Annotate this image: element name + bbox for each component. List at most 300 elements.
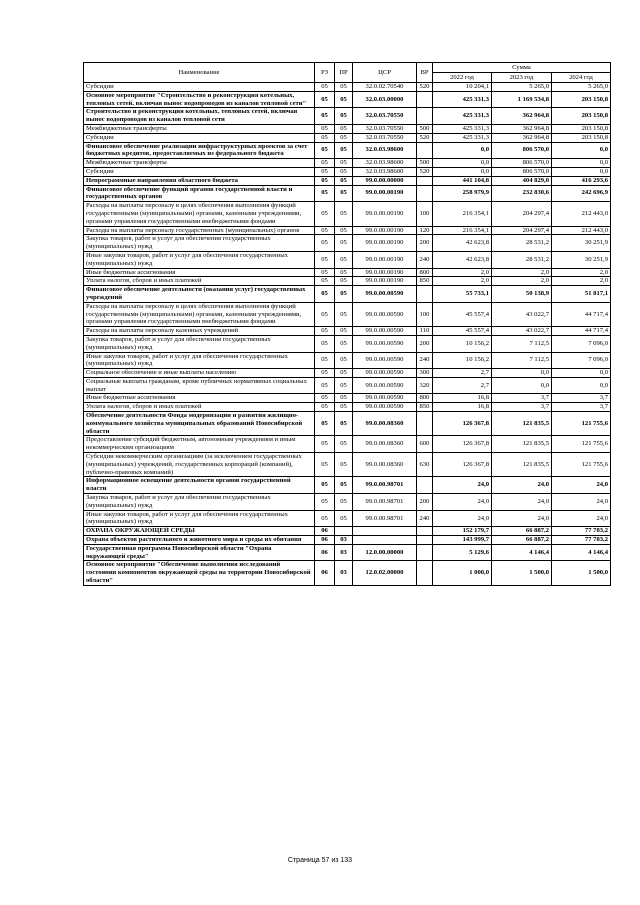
table-row <box>84 436 611 453</box>
row-sum-2023: 50 138,9 <box>492 286 552 303</box>
row-sum-2023: 66 887,2 <box>492 536 552 545</box>
row-rz: 05 <box>315 286 335 303</box>
table-row <box>84 167 611 176</box>
row-name: Охрана объектов растительного и животного мира и среды их обитания <box>84 536 315 545</box>
row-pr: 05 <box>335 286 353 303</box>
row-rz: 05 <box>315 412 335 436</box>
row-csr: 32.0.03.98600 <box>353 167 417 176</box>
row-sum-2024: 3,7 <box>552 403 611 412</box>
row-name: Расходы на выплаты персоналу государственных (муниципальных) органов <box>84 226 315 235</box>
header-vr: ВР <box>417 63 433 83</box>
row-vr <box>417 176 433 185</box>
row-sum-2022: 441 104,8 <box>433 176 492 185</box>
row-sum-2023: 24,0 <box>492 494 552 511</box>
row-rz: 05 <box>315 352 335 369</box>
row-vr: 300 <box>417 369 433 378</box>
row-vr: 850 <box>417 277 433 286</box>
row-name: Строительство и реконструкция котельных, тепловых сетей, включая вынос водопроводов из каналов тепловой сети <box>84 108 315 125</box>
table-row <box>84 235 611 252</box>
row-rz: 05 <box>315 403 335 412</box>
row-sum-2022: 24,0 <box>433 477 492 494</box>
header-rz: РЗ <box>315 63 335 83</box>
row-name: Непрограммные направления областного бюджета <box>84 176 315 185</box>
row-sum-2024: 24,0 <box>552 510 611 527</box>
row-rz: 05 <box>315 394 335 403</box>
row-name: Обеспечение деятельности Фонда модернизации и развития жилищно-коммунального хозяйства муниципальных образований Новосибирской области <box>84 412 315 436</box>
row-sum-2023: 121 835,5 <box>492 453 552 477</box>
row-sum-2023: 4 146,4 <box>492 544 552 561</box>
table-row <box>84 142 611 159</box>
row-sum-2023: 404 829,0 <box>492 176 552 185</box>
row-csr: 99.0.00.00590 <box>353 302 417 326</box>
row-name: Иные закупки товаров, работ и услуг для обеспечения государственных (муниципальных) нужд <box>84 251 315 268</box>
row-csr: 99.0.00.00190 <box>353 251 417 268</box>
header-name: Наименование <box>84 63 315 83</box>
row-rz: 06 <box>315 527 335 536</box>
row-pr: 03 <box>335 536 353 545</box>
row-rz: 05 <box>315 335 335 352</box>
row-sum-2023: 43 022,7 <box>492 327 552 336</box>
header-year-2024: 2024 год <box>552 73 611 83</box>
row-sum-2024: 77 783,2 <box>552 527 611 536</box>
header-sum: Сумма <box>433 63 611 73</box>
table-row <box>84 536 611 545</box>
row-name: Субсидии <box>84 133 315 142</box>
row-rz: 05 <box>315 268 335 277</box>
row-rz: 05 <box>315 302 335 326</box>
row-csr: 32.0.03.70550 <box>353 108 417 125</box>
table-row <box>84 527 611 536</box>
row-pr: 05 <box>335 226 353 235</box>
row-pr: 05 <box>335 494 353 511</box>
row-sum-2022: 16,8 <box>433 403 492 412</box>
header-csr: ЦСР <box>353 63 417 83</box>
row-sum-2022: 152 179,7 <box>433 527 492 536</box>
row-name: Закупка товаров, работ и услуг для обеспечения государственных (муниципальных) нужд <box>84 494 315 511</box>
row-sum-2022: 2,0 <box>433 277 492 286</box>
row-vr: 520 <box>417 167 433 176</box>
row-vr <box>417 477 433 494</box>
row-name: ОХРАНА ОКРУЖАЮЩЕЙ СРЕДЫ <box>84 527 315 536</box>
row-sum-2022: 45 557,4 <box>433 327 492 336</box>
row-pr: 05 <box>335 159 353 168</box>
row-pr: 05 <box>335 108 353 125</box>
row-name: Социальное обеспечение и иные выплаты населению <box>84 369 315 378</box>
row-sum-2022: 143 999,7 <box>433 536 492 545</box>
row-sum-2024: 212 443,0 <box>552 226 611 235</box>
row-sum-2024: 242 696,9 <box>552 185 611 202</box>
row-sum-2024: 0,0 <box>552 369 611 378</box>
row-vr: 120 <box>417 226 433 235</box>
row-csr: 99.0.00.00190 <box>353 185 417 202</box>
row-sum-2024: 416 293,6 <box>552 176 611 185</box>
row-csr: 99.0.00.00590 <box>353 327 417 336</box>
row-sum-2024: 7 096,0 <box>552 335 611 352</box>
row-sum-2022: 24,0 <box>433 494 492 511</box>
row-sum-2024: 30 251,9 <box>552 235 611 252</box>
row-sum-2022: 216 354,1 <box>433 202 492 226</box>
table-row <box>84 159 611 168</box>
row-pr: 03 <box>335 561 353 585</box>
row-name: Субсидии <box>84 83 315 92</box>
row-sum-2022: 1 000,0 <box>433 561 492 585</box>
row-csr: 99.0.00.08360 <box>353 436 417 453</box>
row-rz: 05 <box>315 83 335 92</box>
row-vr <box>417 185 433 202</box>
row-vr: 600 <box>417 436 433 453</box>
row-sum-2023: 24,0 <box>492 477 552 494</box>
row-pr: 05 <box>335 251 353 268</box>
row-sum-2024: 5 265,0 <box>552 83 611 92</box>
row-name: Субсидии <box>84 167 315 176</box>
row-rz: 06 <box>315 561 335 585</box>
row-rz: 05 <box>315 133 335 142</box>
row-name: Межбюджетные трансферты <box>84 124 315 133</box>
row-sum-2023: 24,0 <box>492 510 552 527</box>
row-sum-2024: 51 817,1 <box>552 286 611 303</box>
row-pr: 05 <box>335 124 353 133</box>
row-vr: 100 <box>417 202 433 226</box>
row-sum-2022: 425 331,3 <box>433 91 492 108</box>
row-sum-2024: 121 755,6 <box>552 412 611 436</box>
table-row <box>84 544 611 561</box>
row-sum-2024: 121 755,6 <box>552 436 611 453</box>
row-rz: 05 <box>315 494 335 511</box>
row-sum-2023: 5 265,0 <box>492 83 552 92</box>
row-pr: 05 <box>335 477 353 494</box>
row-sum-2022: 126 367,8 <box>433 453 492 477</box>
row-sum-2023: 1 500,0 <box>492 561 552 585</box>
row-rz: 05 <box>315 167 335 176</box>
row-sum-2023: 28 531,2 <box>492 251 552 268</box>
table-row <box>84 352 611 369</box>
row-csr: 99.0.00.00000 <box>353 176 417 185</box>
row-pr: 05 <box>335 436 353 453</box>
row-sum-2023: 121 835,5 <box>492 412 552 436</box>
row-vr: 100 <box>417 302 433 326</box>
row-sum-2022: 425 331,3 <box>433 108 492 125</box>
row-sum-2023: 121 835,5 <box>492 436 552 453</box>
row-pr: 05 <box>335 133 353 142</box>
row-sum-2022: 42 623,8 <box>433 251 492 268</box>
row-name: Иные закупки товаров, работ и услуг для обеспечения государственных (муниципальных) нужд <box>84 510 315 527</box>
table-row <box>84 176 611 185</box>
row-csr: 32.0.03.98600 <box>353 142 417 159</box>
row-rz: 06 <box>315 544 335 561</box>
row-pr: 05 <box>335 268 353 277</box>
row-csr: 99.0.00.00590 <box>353 286 417 303</box>
table-row <box>84 335 611 352</box>
table-row <box>84 91 611 108</box>
row-vr: 520 <box>417 83 433 92</box>
row-name: Иные бюджетные ассигнования <box>84 268 315 277</box>
row-sum-2022: 24,0 <box>433 510 492 527</box>
table-row <box>84 124 611 133</box>
row-sum-2023: 0,0 <box>492 369 552 378</box>
row-sum-2024: 0,0 <box>552 159 611 168</box>
row-vr: 800 <box>417 394 433 403</box>
row-pr: 05 <box>335 185 353 202</box>
row-rz: 05 <box>315 327 335 336</box>
row-csr: 32.0.03.00000 <box>353 91 417 108</box>
page-number: Страница 57 из 133 <box>287 857 353 864</box>
table-row <box>84 412 611 436</box>
row-rz: 05 <box>315 124 335 133</box>
row-name: Финансовое обеспечение функций органов государственной власти и государственных органов <box>84 185 315 202</box>
row-rz: 05 <box>315 108 335 125</box>
row-sum-2022: 425 331,3 <box>433 133 492 142</box>
row-sum-2023: 806 570,0 <box>492 159 552 168</box>
row-sum-2024: 44 717,4 <box>552 302 611 326</box>
row-rz: 05 <box>315 277 335 286</box>
row-vr: 240 <box>417 251 433 268</box>
row-sum-2024: 203 150,8 <box>552 124 611 133</box>
row-sum-2024: 30 251,9 <box>552 251 611 268</box>
row-sum-2023: 7 112,5 <box>492 335 552 352</box>
row-name: Уплата налогов, сборов и иных платежей <box>84 403 315 412</box>
row-vr: 240 <box>417 352 433 369</box>
row-csr: 12.0.02.00000 <box>353 561 417 585</box>
table-row <box>84 510 611 527</box>
row-name: Предоставление субсидий бюджетным, автономным учреждениям и иным некоммерческим организациям <box>84 436 315 453</box>
row-sum-2022: 126 367,8 <box>433 436 492 453</box>
row-pr: 05 <box>335 91 353 108</box>
row-vr <box>417 536 433 545</box>
row-vr <box>417 561 433 585</box>
row-name: Расходы на выплаты персоналу казенных учреждений <box>84 327 315 336</box>
row-sum-2022: 0,0 <box>433 167 492 176</box>
row-pr: 05 <box>335 394 353 403</box>
row-name: Иные бюджетные ассигнования <box>84 394 315 403</box>
row-sum-2022: 126 367,8 <box>433 412 492 436</box>
row-rz: 05 <box>315 159 335 168</box>
row-pr: 05 <box>335 302 353 326</box>
row-name: Основное мероприятие "Обеспечение выполнения исследований состояния компонентов окружающей среды на территории Новосибирской области" <box>84 561 315 585</box>
row-sum-2024: 212 443,0 <box>552 202 611 226</box>
row-sum-2024: 3,7 <box>552 394 611 403</box>
row-name: Субсидии некоммерческим организациям (за исключением государственных (муниципальных) учреждений, государственных корпораций (компаний), публично-правовых компаний) <box>84 453 315 477</box>
row-sum-2022: 16,8 <box>433 394 492 403</box>
row-pr: 03 <box>335 544 353 561</box>
row-csr: 99.0.00.00590 <box>353 369 417 378</box>
row-name: Финансовое обеспечение деятельности (оказания услуг) государственных учреждений <box>84 286 315 303</box>
row-sum-2023: 28 531,2 <box>492 235 552 252</box>
row-sum-2022: 10 204,1 <box>433 83 492 92</box>
row-sum-2024: 203 150,8 <box>552 91 611 108</box>
row-csr: 99.0.00.98701 <box>353 510 417 527</box>
row-rz: 06 <box>315 536 335 545</box>
row-vr <box>417 286 433 303</box>
row-pr: 05 <box>335 277 353 286</box>
row-sum-2023: 204 297,4 <box>492 226 552 235</box>
row-sum-2023: 43 022,7 <box>492 302 552 326</box>
row-vr: 320 <box>417 377 433 394</box>
row-sum-2023: 7 112,5 <box>492 352 552 369</box>
row-csr: 99.0.00.98701 <box>353 494 417 511</box>
row-vr: 240 <box>417 510 433 527</box>
row-vr: 500 <box>417 159 433 168</box>
row-sum-2024: 24,0 <box>552 494 611 511</box>
row-sum-2022: 10 156,2 <box>433 352 492 369</box>
row-sum-2022: 0,0 <box>433 142 492 159</box>
row-vr: 800 <box>417 268 433 277</box>
row-sum-2024: 24,0 <box>552 477 611 494</box>
header-year-2022: 2022 год <box>433 73 492 83</box>
budget-table <box>83 62 611 586</box>
table-row <box>84 185 611 202</box>
row-vr: 630 <box>417 453 433 477</box>
row-sum-2022: 55 733,1 <box>433 286 492 303</box>
table-row <box>84 251 611 268</box>
row-name: Межбюджетные трансферты <box>84 159 315 168</box>
table-row <box>84 277 611 286</box>
row-csr: 99.0.00.08360 <box>353 453 417 477</box>
row-vr: 850 <box>417 403 433 412</box>
row-vr <box>417 142 433 159</box>
row-rz: 05 <box>315 142 335 159</box>
row-name: Уплата налогов, сборов и иных платежей <box>84 277 315 286</box>
row-sum-2023: 806 570,0 <box>492 142 552 159</box>
row-rz: 05 <box>315 226 335 235</box>
table-row <box>84 369 611 378</box>
row-pr: 05 <box>335 352 353 369</box>
row-rz: 05 <box>315 185 335 202</box>
row-name: Закупка товаров, работ и услуг для обеспечения государственных (муниципальных) нужд <box>84 335 315 352</box>
row-sum-2023: 2,0 <box>492 268 552 277</box>
table-row <box>84 327 611 336</box>
row-vr <box>417 412 433 436</box>
row-sum-2024: 2,0 <box>552 268 611 277</box>
row-csr: 32.0.03.70550 <box>353 133 417 142</box>
row-pr: 05 <box>335 377 353 394</box>
row-sum-2023: 0,0 <box>492 377 552 394</box>
table-row <box>84 202 611 226</box>
table-row <box>84 83 611 92</box>
row-sum-2024: 203 150,8 <box>552 133 611 142</box>
row-pr: 05 <box>335 335 353 352</box>
row-sum-2023: 362 964,8 <box>492 108 552 125</box>
table-body <box>84 83 611 586</box>
row-sum-2022: 0,0 <box>433 159 492 168</box>
row-csr: 99.0.00.00590 <box>353 335 417 352</box>
row-sum-2024: 1 500,0 <box>552 561 611 585</box>
row-sum-2022: 425 331,3 <box>433 124 492 133</box>
row-sum-2023: 362 964,8 <box>492 133 552 142</box>
row-rz: 05 <box>315 235 335 252</box>
row-sum-2024: 0,0 <box>552 142 611 159</box>
row-sum-2023: 232 830,6 <box>492 185 552 202</box>
table-row <box>84 377 611 394</box>
row-vr: 200 <box>417 335 433 352</box>
table-row <box>84 108 611 125</box>
row-sum-2022: 2,0 <box>433 268 492 277</box>
row-csr <box>353 536 417 545</box>
row-sum-2024: 7 096,0 <box>552 352 611 369</box>
row-name: Государственная программа Новосибирской области "Охрана окружающей среды" <box>84 544 315 561</box>
row-sum-2022: 5 129,6 <box>433 544 492 561</box>
row-name: Иные закупки товаров, работ и услуг для обеспечения государственных (муниципальных) нужд <box>84 352 315 369</box>
row-sum-2022: 2,7 <box>433 369 492 378</box>
row-sum-2024: 77 783,2 <box>552 536 611 545</box>
table-row <box>84 453 611 477</box>
table-row <box>84 133 611 142</box>
row-pr <box>335 527 353 536</box>
row-name: Финансовое обеспечение реализации инфраструктурных проектов за счет бюджетных кредитов, предоставляемых из федерального бюджета <box>84 142 315 159</box>
row-csr: 32.0.02.70540 <box>353 83 417 92</box>
row-pr: 05 <box>335 167 353 176</box>
row-name: Социальные выплаты гражданам, кроме публичных нормативных социальных выплат <box>84 377 315 394</box>
table-row <box>84 268 611 277</box>
row-sum-2024: 0,0 <box>552 167 611 176</box>
row-sum-2023: 3,7 <box>492 394 552 403</box>
table-row <box>84 226 611 235</box>
row-pr: 05 <box>335 235 353 252</box>
header-year-2023: 2023 год <box>492 73 552 83</box>
row-csr: 32.0.03.98600 <box>353 159 417 168</box>
row-pr: 05 <box>335 510 353 527</box>
row-pr: 05 <box>335 327 353 336</box>
row-sum-2023: 806 570,0 <box>492 167 552 176</box>
row-csr: 99.0.00.00190 <box>353 268 417 277</box>
row-name: Закупка товаров, работ и услуг для обеспечения государственных (муниципальных) нужд <box>84 235 315 252</box>
row-name: Расходы на выплаты персоналу в целях обеспечения выполнения функций государственными (муниципальными) органами, казенными учреждениями, органами управления государственными внебюджетными фондами <box>84 302 315 326</box>
table-row <box>84 477 611 494</box>
row-vr: 200 <box>417 494 433 511</box>
table-row <box>84 394 611 403</box>
row-csr: 99.0.00.00590 <box>353 394 417 403</box>
row-vr: 110 <box>417 327 433 336</box>
row-name: Расходы на выплаты персоналу в целях обеспечения выполнения функций государственными (муниципальными) органами, казенными учреждениями, органами управления государственными внебюджетными фондами <box>84 202 315 226</box>
row-csr: 99.0.00.00590 <box>353 403 417 412</box>
row-pr: 05 <box>335 453 353 477</box>
row-sum-2023: 1 169 534,8 <box>492 91 552 108</box>
row-csr: 99.0.00.00190 <box>353 277 417 286</box>
row-rz: 05 <box>315 377 335 394</box>
row-sum-2024: 203 150,8 <box>552 108 611 125</box>
row-sum-2022: 2,7 <box>433 377 492 394</box>
row-rz: 05 <box>315 510 335 527</box>
row-name: Основное мероприятие "Строительство и реконструкция котельных, тепловых сетей, включая вынос водопроводов из каналов тепловой сети" <box>84 91 315 108</box>
row-pr: 05 <box>335 176 353 185</box>
row-sum-2024: 44 717,4 <box>552 327 611 336</box>
row-name: Информационное освещение деятельности органов государственной власти <box>84 477 315 494</box>
row-sum-2022: 10 156,2 <box>433 335 492 352</box>
row-rz: 05 <box>315 477 335 494</box>
row-vr <box>417 544 433 561</box>
row-pr: 05 <box>335 202 353 226</box>
row-csr: 32.0.03.70550 <box>353 124 417 133</box>
row-sum-2022: 45 557,4 <box>433 302 492 326</box>
row-csr: 99.0.00.00190 <box>353 235 417 252</box>
row-rz: 05 <box>315 176 335 185</box>
row-csr: 99.0.00.00190 <box>353 202 417 226</box>
row-vr: 200 <box>417 235 433 252</box>
row-sum-2022: 42 623,8 <box>433 235 492 252</box>
row-pr: 05 <box>335 83 353 92</box>
row-vr <box>417 108 433 125</box>
row-sum-2023: 3,7 <box>492 403 552 412</box>
row-csr: 12.0.00.00000 <box>353 544 417 561</box>
row-vr: 520 <box>417 133 433 142</box>
row-vr <box>417 91 433 108</box>
row-vr <box>417 527 433 536</box>
row-vr: 500 <box>417 124 433 133</box>
row-rz: 05 <box>315 91 335 108</box>
row-sum-2022: 258 979,9 <box>433 185 492 202</box>
row-csr: 99.0.00.08360 <box>353 412 417 436</box>
row-pr: 05 <box>335 403 353 412</box>
row-pr: 05 <box>335 412 353 436</box>
